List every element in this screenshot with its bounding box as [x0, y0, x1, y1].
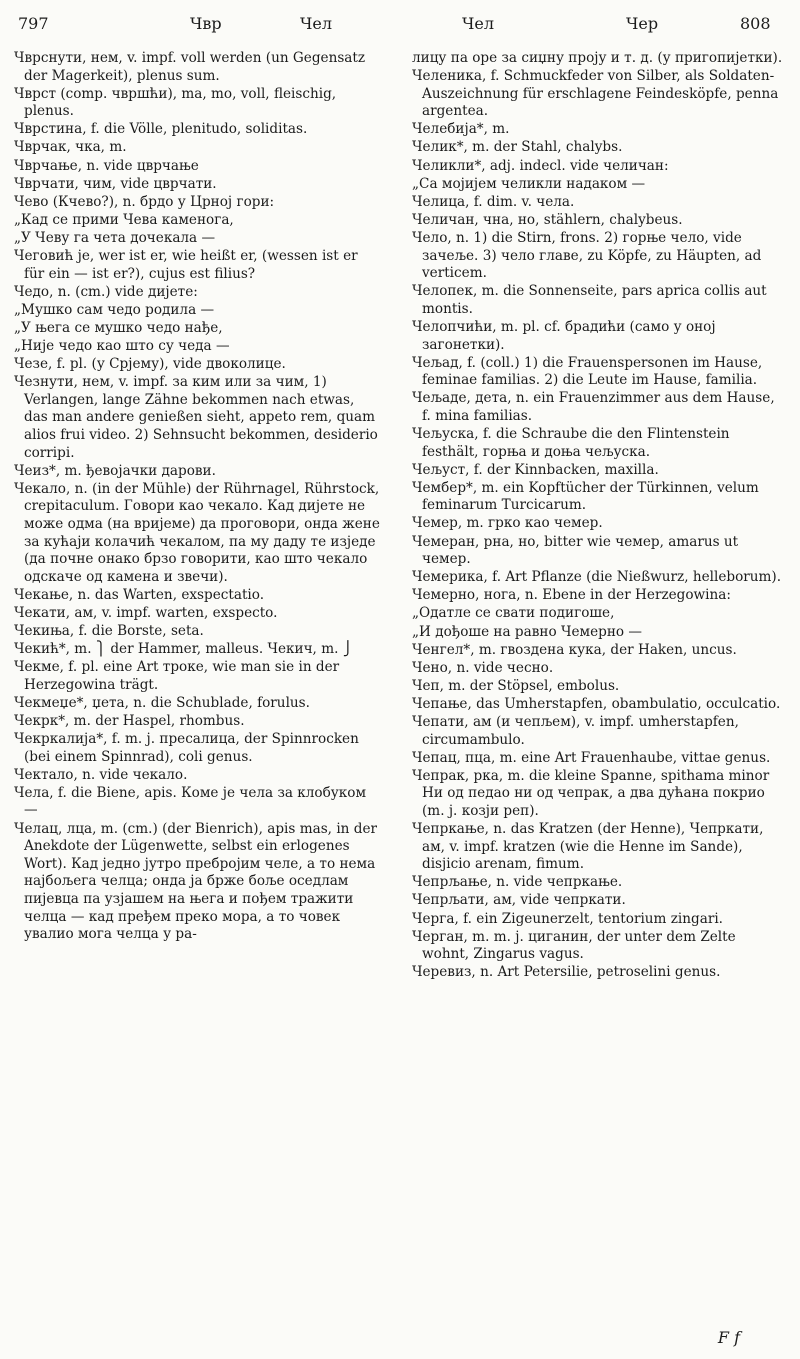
dictionary-entry: Чељуска, f. die Schraube die den Flintenstein festhält, горња и доња чељуска. — [412, 425, 730, 460]
right-column — [412, 50, 784, 982]
dictionary-entry: Чело, n. 1) die Stirn, frons. 2) горње чело, vide зачеље. 3) чело главе, zu Köpfe, zu Häupten, ad verticem. — [412, 229, 762, 282]
dictionary-entry: Челопчићи, m. pl. cf. брадићи (само у оној загонетки). — [412, 318, 716, 353]
dictionary-entry: Чељаде, дета, n. ein Frauenzimmer aus dem Hause, f. mina familias. — [412, 390, 775, 424]
dictionary-entry: Чеговић је, wer ist er, wie heißt er, (wessen ist er für ein — ist er?), cujus est filius? — [14, 248, 358, 282]
dictionary-entry: Чектало, n. vide чекало. — [14, 766, 188, 783]
dictionary-entry: „Кад се прими Чева каменога, — [14, 211, 234, 228]
dictionary-entry: Челац, лца, m. (cm.) (der Bienrich), apis mas, in der Anekdote der Lügenwette, selbst ein erlogenes Wort). Кад једно јутро пребројим челе, а то нема најбољега челца; онда ја брже боље оседлам пијевца па узјашем на њега и пођем тражити челца — кад пређем преко мора, а то човек увалио мога челца у ра- — [14, 820, 377, 943]
dictionary-entry: Чеиз*, m. ђевојачки дарови. — [14, 462, 216, 479]
dictionary-entry: Чемерика, f. Art Pflanze (die Nießwurz, helleborum). — [412, 569, 782, 586]
dictionary-entry: Чекиња, f. die Borste, seta. — [14, 623, 204, 639]
dictionary-entry: Чекркалија*, f. m. ј. пресалица, der Spinnrocken (bei einem Spinnrad), coli genus. — [14, 731, 359, 765]
dictionary-entry: Чепац, пца, m. eine Art Frauenhaube, vittae genus. — [412, 749, 771, 766]
dictionary-entry: Чепање, das Umherstapfen, obambulatio, occulcatio. — [412, 695, 781, 712]
dictionary-entry: Чела, f. die Biene, apis. Коме је чела за клобуком — — [14, 784, 367, 819]
page-number-left: 797 — [18, 14, 49, 33]
dictionary-entry: Чеп, m. der Stöpsel, embolus. — [412, 677, 620, 694]
dictionary-entry: Челикли*, adj. indecl. vide челичан: — [412, 157, 669, 174]
dictionary-entry: Чедо, n. (cm.) vide дијете: — [14, 283, 198, 300]
left-column — [14, 50, 382, 944]
dictionary-entry: лицу па оре за сиџну проју и т. д. (у пригопијетки). — [412, 50, 783, 66]
dictionary-entry: Чврчати, чим, vide цврчати. — [14, 175, 217, 192]
dictionary-entry: Ченгел*, m. гвоздена кука, der Haken, uncus. — [412, 641, 737, 658]
dictionary-entry: Чврст (comp. чвршћи), ma, mo, voll, fleischig, plenus. — [14, 85, 337, 120]
dictionary-entry: Чезе, f. pl. (у Срјему), vide двоколице. — [14, 356, 286, 373]
dictionary-entry: Чврчање, n. vide цврчање — [14, 157, 199, 174]
dictionary-entry: Челебија*, m. — [412, 121, 510, 138]
dictionary-entry: Чељуст, f. der Kinnbacken, maxilla. — [412, 461, 659, 478]
dictionary-entry: Чврстина, f. die Völle, plenitudo, soliditas. — [14, 121, 308, 138]
guide-word: Чер — [626, 14, 659, 33]
dictionary-entry: „И дођоше на равно Чемерно — — [412, 623, 642, 640]
running-header — [0, 14, 800, 40]
dictionary-entry: Чекмеџе*, џета, n. die Schublade, forulus. — [14, 694, 310, 711]
dictionary-entry: Чекић*, m. ⎫ der Hammer, malleus. Чекич, m. ⎭ — [14, 641, 353, 658]
dictionary-entry: Чељад, f. (coll.) 1) die Frauenspersonen im Hause, feminae familias. 2) die Leute im Hause, familia. — [412, 354, 763, 389]
dictionary-entry: Чено, n. vide чесно. — [412, 659, 554, 676]
dictionary-entry: Черга, f. ein Zigeunerzelt, tentorium zingari. — [412, 910, 723, 927]
dictionary-entry: Черган, m. m. ј. циганин, der unter dem Zelte wohnt, Zingarus vagus. — [412, 928, 736, 963]
dictionary-entry: Чекање, n. das Warten, exspectatio. — [14, 586, 265, 603]
signature-mark: F f — [717, 1328, 740, 1347]
dictionary-entry: Челеника, f. Schmuckfeder von Silber, als Soldaten-Auszeichnung für erschlagene Feindesköpfe, penna argentea. — [412, 68, 779, 120]
dictionary-entry: Чепрак, рка, m. die kleine Spanne, spithama minor Ни од педао ни од чепрак, а два дућана покрио (m. j. козји реп). — [412, 767, 770, 819]
dictionary-entry: „У њега се мушко чедо нађе, — [14, 319, 223, 336]
dictionary-entry: Чекало, n. (in der Mühle) der Rührnagel, Rührstock, crepitaculum. Говори као чекало. Кад дијете не може одма (на вријеме) да проговори, онда жене за кућаји колачић чекалом, па му даду те изједе (да почне онако брзо говорити, као што чекало одскаче од камена и звечи). — [14, 480, 380, 585]
guide-word: Чвр — [190, 14, 222, 33]
dictionary-entry: „Са мојијем челикли надаком — — [412, 175, 646, 192]
dictionary-entry: „Мушко сам чедо родила — — [14, 301, 215, 318]
dictionary-entry: Черевиз, n. Art Petersilie, petroselini genus. — [412, 964, 721, 981]
dictionary-entry: Чево (Кчево?), n. брдо у Црној гори: — [14, 193, 275, 210]
dictionary-entry: Чембер*, m. ein Kopftücher der Türkinnen, velum feminarum Turcicarum. — [412, 479, 759, 514]
dictionary-entry: Чепрљати, ам, vide чепркати. — [412, 892, 626, 909]
dictionary-entry: Челик*, m. der Stahl, chalybs. — [412, 139, 623, 156]
dictionary-entry: Чепрљање, n. vide чепркање. — [412, 874, 623, 891]
page-number-right: 808 — [740, 14, 771, 33]
dictionary-entry: Чепркање, n. das Kratzen (der Henne), Чепркати, ам, v. impf. kratzen (wie die Henne im Sande), disjicio arenam, fimum. — [412, 821, 764, 873]
dictionary-entry: Чемерно, нога, n. Ebene in der Herzegowina: — [412, 587, 731, 604]
dictionary-entry: Чврснути, нем, v. impf. voll werden (un Gegensatz der Magerkeit), plenus sum. — [14, 50, 366, 84]
dictionary-entry: Челопек, m. die Sonnenseite, pars aprica collis aut montis. — [412, 283, 767, 317]
guide-word: Чел — [300, 14, 332, 33]
dictionary-entry: Чекати, ам, v. impf. warten, exspecto. — [14, 604, 278, 621]
dictionary-entry: Челица, f. dim. v. чела. — [412, 193, 575, 210]
dictionary-entry: Чекме, f. pl. eine Art троке, wie man sie in der Herzegowina trägt. — [14, 659, 340, 693]
dictionary-entry: Чепати, ам (и чепљем), v. impf. umherstapfen, circumambulo. — [412, 713, 739, 748]
dictionary-entry: Чемер, m. грко као чемер. — [412, 515, 603, 532]
dictionary-entry: „У Чеву га чета дочекала — — [14, 229, 216, 246]
guide-word: Чел — [462, 14, 494, 33]
dictionary-entry: Чезнути, нем, v. impf. за ким или за чим, 1) Verlangen, lange Zähne bekommen nach etwas, das man andere genießen sieht, appeto rem, quam alios frui video. 2) Sehnsucht bekommen, desiderio corripi. — [14, 374, 378, 461]
dictionary-entry: Чврчак, чка, m. — [14, 139, 127, 156]
dictionary-entry: „Одатле се свати подигоше, — [412, 605, 615, 622]
dictionary-entry: Чемеран, рна, но, bitter wie чемер, amarus ut чемер. — [412, 533, 739, 568]
dictionary-entry: Чекрк*, m. der Haspel, rhombus. — [14, 712, 245, 729]
dictionary-entry: Челичан, чна, но, stählern, chalybeus. — [412, 211, 683, 228]
dictionary-entry: „Није чедо као што су чеда — — [14, 338, 230, 354]
